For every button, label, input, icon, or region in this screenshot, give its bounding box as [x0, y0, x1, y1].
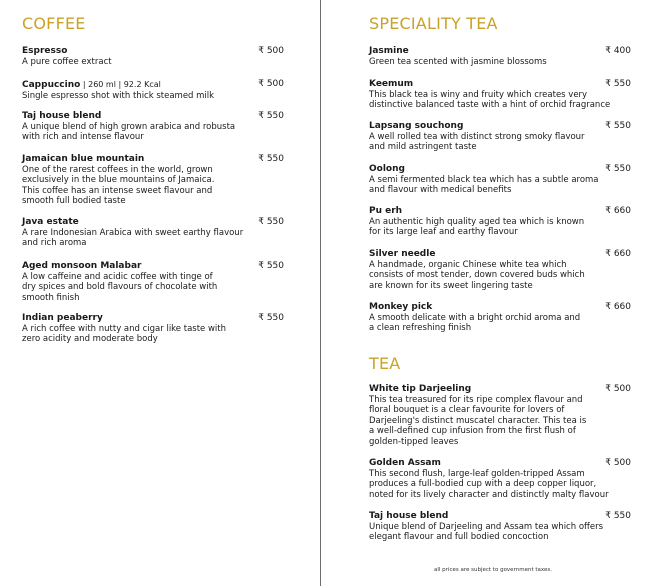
page-divider: [320, 0, 321, 586]
item-price: ₹ 550: [605, 511, 631, 521]
item-name: Silver needle: [369, 249, 436, 259]
item-name: Pu erh: [369, 206, 403, 216]
item-price: ₹ 550: [258, 154, 284, 164]
menu-item: [22, 154, 284, 207]
menu-item: [369, 164, 631, 196]
item-description: Green tea scented with jasmine blossoms: [369, 57, 547, 67]
item-price: ₹ 550: [605, 164, 631, 174]
menu-item: [369, 302, 631, 334]
menu-item: [22, 261, 284, 303]
item-price: ₹ 500: [258, 46, 284, 56]
item-name: Cappuccino | 260 ml | 92.2 Kcal: [22, 80, 161, 90]
item-price: ₹ 500: [605, 384, 631, 394]
item-description: A rare Indonesian Arabica with sweet earthy flavour and rich aroma: [22, 228, 244, 249]
item-name: Lapsang souchong: [369, 121, 464, 131]
tax-footnote: all prices are subject to government taxes.: [434, 567, 552, 573]
item-meta: | 260 ml | 92.2 Kcal: [80, 80, 161, 89]
coffee-section-title: COFFEE: [22, 14, 86, 33]
tea-section-title: TEA: [369, 354, 401, 373]
item-price: ₹ 550: [605, 121, 631, 131]
item-price: ₹ 550: [258, 261, 284, 271]
item-name: Jamaican blue mountain: [22, 154, 145, 164]
menu-item: [369, 46, 631, 67]
item-price: ₹ 500: [258, 79, 284, 89]
item-description: This tea treasured for its ripe complex flavour and floral bouquet is a clear favourite for lovers of Darjeeling's distinct muscatel character. This tea is a well-defined cup infusion from the first flush of golden-tipped leaves: [369, 395, 587, 447]
item-description: An authentic high quality aged tea which is known for its large leaf and earthy flavour: [369, 217, 585, 238]
item-description: A smooth delicate with a bright orchid aroma and a clean refreshing finish: [369, 313, 581, 334]
item-description: This black tea is winy and fruity which creates very distinctive balanced taste with a hint of orchid fragrance: [369, 90, 611, 111]
item-description: A low caffeine and acidic coffee with tinge of dry spices and bold flavours of chocolate with smooth finish: [22, 272, 218, 303]
item-description: A semi fermented black tea which has a subtle aroma and flavour with medical benefits: [369, 175, 599, 196]
item-description: A well rolled tea with distinct strong smoky flavour and mild astringent taste: [369, 132, 585, 153]
item-description: This second flush, large-leaf golden-tripped Assam produces a full-bodied cup with a deep copper liquor, noted for its lively character and distinctly malty flavour: [369, 469, 609, 500]
menu-item: [22, 79, 284, 101]
item-price: ₹ 550: [258, 111, 284, 121]
item-name: Indian peaberry: [22, 313, 103, 323]
item-description: A handmade, organic Chinese white tea which consists of most tender, down covered buds which are known for its sweet lingering taste: [369, 260, 585, 291]
item-price: ₹ 550: [605, 79, 631, 89]
item-name: Taj house blend: [22, 111, 102, 121]
item-name: Monkey pick: [369, 302, 433, 312]
menu-item: [369, 458, 631, 500]
item-price: ₹ 660: [605, 302, 631, 312]
item-description: Single espresso shot with thick steamed milk: [22, 91, 215, 101]
menu-item: [22, 217, 284, 249]
menu-item: [369, 249, 631, 291]
menu-item: [369, 121, 631, 153]
item-name: White tip Darjeeling: [369, 384, 472, 394]
item-name: Aged monsoon Malabar: [22, 261, 142, 271]
menu-item: [369, 511, 631, 543]
item-name: Golden Assam: [369, 458, 441, 468]
menu-item: [369, 206, 631, 238]
item-name: Taj house blend: [369, 511, 449, 521]
item-price: ₹ 550: [258, 313, 284, 323]
item-description: A rich coffee with nutty and cigar like taste with zero acidity and moderate body: [22, 324, 227, 345]
item-description: A pure coffee extract: [22, 57, 112, 67]
item-name: Java estate: [22, 217, 79, 227]
menu-item: [22, 111, 284, 143]
menu-item: [22, 46, 284, 67]
item-description: A unique blend of high grown arabica and robusta with rich and intense flavour: [22, 122, 236, 143]
item-name: Keemum: [369, 79, 414, 89]
item-price: ₹ 500: [605, 458, 631, 468]
item-price: ₹ 660: [605, 249, 631, 259]
item-price: ₹ 550: [258, 217, 284, 227]
item-description: One of the rarest coffees in the world, grown exclusively in the blue mountains of Jamaica. This coffee has an intense sweet flavour and smooth full bodied taste: [22, 165, 215, 207]
menu-item: [369, 384, 631, 447]
speciality-tea-section-title: SPECIALITY TEA: [369, 14, 498, 33]
item-description: Unique blend of Darjeeling and Assam tea which offers elegant flavour and full bodied concoction: [369, 522, 604, 543]
item-name: Espresso: [22, 46, 68, 56]
item-price: ₹ 400: [605, 46, 631, 56]
menu-item: [369, 79, 631, 111]
item-price: ₹ 660: [605, 206, 631, 216]
item-name: Jasmine: [369, 46, 409, 56]
menu-item: [22, 313, 284, 345]
item-name: Oolong: [369, 164, 405, 174]
